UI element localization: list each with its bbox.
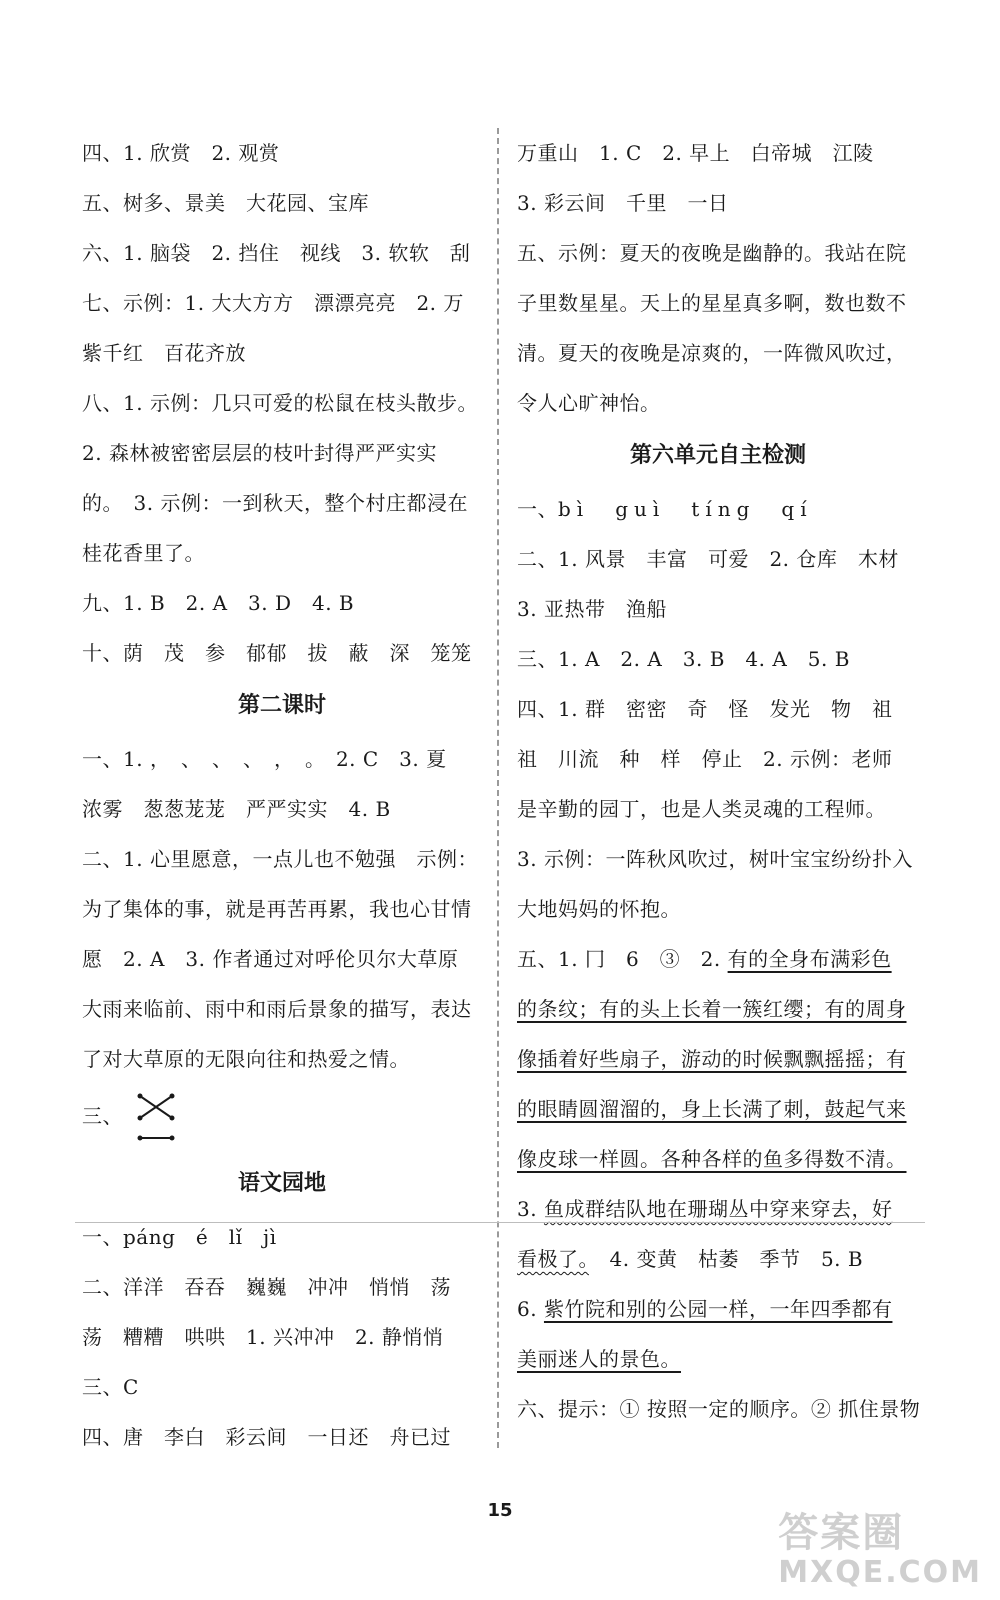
site-watermark-logo (778, 1511, 982, 1590)
answer-line: 三、1. A 2. A 3. B 4. A 5. B (517, 647, 850, 671)
answer-line: 六、1. 脑袋 2. 挡住 视线 3. 软软 刮 (82, 241, 471, 265)
matching-lines-icon (134, 1090, 180, 1146)
underlined-answer: 的眼睛圆溜溜的，身上长满了刺，鼓起气来 (517, 1097, 907, 1121)
answer-line: 七、示例：1. 大大方方 漂漂亮亮 2. 万 (82, 291, 464, 315)
underlined-answer: 有的全身布满彩色 (727, 947, 892, 971)
answer-line: 四、1. 欣赏 2. 观赏 (82, 141, 280, 165)
underlined-answer: 像皮球一样圆。各种各样的鱼多得数不清。 (517, 1147, 907, 1171)
answer-line: 的。 3. 示例：一到秋天，整个村庄都浸在 (82, 491, 468, 515)
pinyin-text: bì guì tíng qí (558, 497, 813, 521)
answer-line (517, 1134, 919, 1184)
left-column (82, 128, 482, 1462)
watermark-title: 答案圈 (778, 1510, 905, 1556)
answer-line: 四、1. 群 密密 奇 怪 发光 物 祖 (517, 697, 893, 721)
answer-line: 二、洋洋 吞吞 巍巍 冲冲 悄悄 荡 (82, 1275, 451, 1299)
section-title-lesson-2: 第二课时 (237, 693, 326, 718)
answer-line: 子里数星星。天上的星星真多啊，数也数不 (517, 291, 907, 315)
answer-line (517, 934, 919, 984)
answer-line: 荡 糟糟 哄哄 1. 兴冲冲 2. 静悄悄 (82, 1325, 444, 1349)
answer-line: 桂花香里了。 (82, 541, 205, 565)
answer-line: 四、唐 李白 彩云间 一日还 舟已过 (82, 1425, 451, 1449)
answer-line: 祖 川流 种 样 停止 2. 示例：老师 (517, 747, 893, 771)
matching-label: 三、 (82, 1104, 123, 1128)
answer-line: 大雨来临前、雨中和雨后景象的描写，表达 (82, 997, 472, 1021)
wavy-underlined-answer: 看极了。 (517, 1247, 589, 1271)
section-title-unit-6-test: 第六单元自主检测 (629, 443, 806, 468)
wavy-underlined-answer: 鱼成群结队地在珊瑚丛中穿来穿去，好 (543, 1197, 893, 1221)
answer-line: 二、1. 心里愿意，一点儿也不勉强 示例： (82, 847, 478, 871)
answer-line: 紫千红 百花齐放 (82, 341, 246, 365)
answer-line: 大地妈妈的怀抱。 (517, 897, 681, 921)
column-divider (497, 128, 499, 1448)
answer-line: 二、1. 风景 丰富 可爱 2. 仓库 木材 (517, 547, 899, 571)
answer-line (517, 1034, 919, 1084)
answer-line: 万重山 1. C 2. 早上 白帝城 江陵 (517, 141, 874, 165)
answer-line: 为了集体的事，就是再苦再累，我也心甘情 (82, 897, 472, 921)
answer-line: 八、1. 示例：几只可爱的松鼠在枝头散步。 (82, 391, 478, 415)
question-prefix: 一、 (517, 497, 558, 521)
answer-line: 三、C (82, 1375, 139, 1399)
answer-line (517, 1334, 919, 1384)
answer-line: 清。夏天的夜晚是凉爽的，一阵微风吹过， (517, 341, 907, 365)
watermark-url: MXQE.COM (778, 1555, 982, 1590)
answer-text: 4. 变黄 枯萎 季节 5. B (589, 1247, 864, 1271)
underlined-answer: 像插着好些扇子，游动的时候飘飘摇摇；有 (517, 1047, 907, 1071)
answer-line: 3. 彩云间 千里 一日 (517, 191, 729, 215)
pinyin-answer-line: 一、páng é lǐ jì (82, 1225, 277, 1249)
section-title-chinese-garden: 语文园地 (237, 1171, 326, 1196)
matching-answer (82, 1084, 482, 1148)
horizontal-rule (75, 1222, 925, 1223)
page-number: 15 (487, 1500, 513, 1521)
answer-line: 3. 示例：一阵秋风吹过，树叶宝宝纷纷扑入 (517, 847, 913, 871)
answer-line (517, 1234, 919, 1284)
answer-line (517, 984, 919, 1034)
answer-line: 五、树多、景美 大花园、宝库 (82, 191, 369, 215)
answer-line: 愿 2. A 3. 作者通过对呼伦贝尔大草原 (82, 947, 459, 971)
answer-line: 2. 森林被密密层层的枝叶封得严严实实 (82, 441, 437, 465)
answer-line: 浓雾 葱葱茏茏 严严实实 4. B (82, 797, 391, 821)
pinyin-answer-line (517, 484, 919, 534)
underlined-answer: 的条纹；有的头上长着一簇红缨；有的周身 (517, 997, 907, 1021)
right-column (517, 128, 919, 1434)
answer-line: 是辛勤的园丁，也是人类灵魂的工程师。 (517, 797, 886, 821)
underlined-answer: 美丽迷人的景色。 (517, 1347, 681, 1371)
answer-line: 六、提示：① 按照一定的顺序。② 抓住景物 (517, 1397, 921, 1421)
answer-line (517, 1184, 919, 1234)
question-prefix: 3. (517, 1197, 544, 1221)
answer-line (517, 1284, 919, 1334)
answer-line: 五、示例：夏天的夜晚是幽静的。我站在院 (517, 241, 907, 265)
answer-line (517, 1084, 919, 1134)
answer-line: 了对大草原的无限向往和热爱之情。 (82, 1047, 410, 1071)
answer-line: 3. 亚热带 渔船 (517, 597, 667, 621)
question-prefix: 五、1. 冂 6 ③ 2. (517, 947, 728, 971)
answer-line: 一、1. ， 、 、 、 ， 。 2. C 3. 夏 (82, 747, 447, 771)
underlined-answer: 紫竹院和别的公园一样，一年四季都有 (543, 1297, 893, 1321)
answer-line: 令人心旷神怡。 (517, 391, 661, 415)
answer-line: 九、1. B 2. A 3. D 4. B (82, 591, 355, 615)
answer-line: 十、荫 茂 参 郁郁 拔 蔽 深 笼笼 (82, 641, 472, 665)
question-prefix: 6. (517, 1297, 544, 1321)
